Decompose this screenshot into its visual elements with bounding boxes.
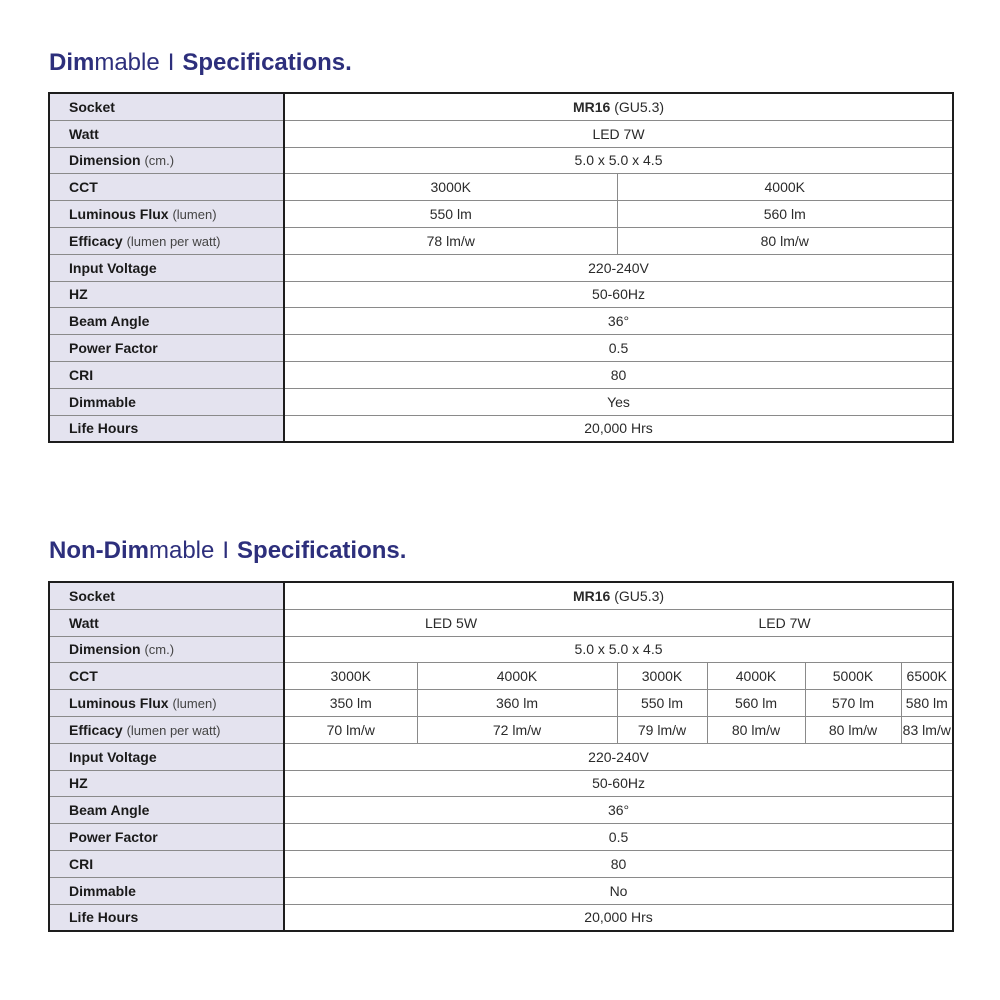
label-dimension: Dimension (cm.) [49,636,284,663]
value-input-voltage: 220-240V [284,743,953,770]
value-dimmable: Yes [284,388,953,415]
row-cct [49,663,953,690]
dimmable-title [49,48,352,78]
value-cct: 3000K [617,663,707,690]
value-watt: LED 7W [284,120,953,147]
row-efficacy [49,716,953,743]
label-dimmable: Dimmable [49,877,284,904]
row-cri [49,361,953,388]
value-cct: 3000K [284,174,617,201]
value-socket: MR16 (GU5.3) [284,582,953,609]
label-watt: Watt [49,609,284,636]
value-efficacy: 80 lm/w [805,716,901,743]
value-dimension: 5.0 x 5.0 x 4.5 [284,636,953,663]
value-dimension: 5.0 x 5.0 x 4.5 [284,147,953,174]
row-input-voltage [49,743,953,770]
value-efficacy: 78 lm/w [284,227,617,254]
row-power-factor [49,824,953,851]
row-beam-angle [49,797,953,824]
title-separator: I [167,49,175,76]
label-dimension: Dimension (cm.) [49,147,284,174]
row-hz [49,281,953,308]
row-dimension [49,147,953,174]
row-luminous-flux [49,690,953,717]
value-luminous-flux: 570 lm [805,690,901,717]
value-cri: 80 [284,361,953,388]
label-socket: Socket [49,93,284,120]
label-hz: HZ [49,770,284,797]
value-luminous-flux: 550 lm [617,690,707,717]
title-spec: Specifications. [182,49,352,76]
label-socket: Socket [49,582,284,609]
value-cct: 6500K [901,663,953,690]
row-hz [49,770,953,797]
value-cct: 4000K [417,663,617,690]
value-power-factor: 0.5 [284,824,953,851]
value-hz: 50-60Hz [284,281,953,308]
value-cct: 4000K [707,663,805,690]
row-socket [49,582,953,609]
label-cct: CCT [49,663,284,690]
label-life-hours: Life Hours [49,904,284,931]
row-dimmable [49,388,953,415]
value-cct: 3000K [284,663,417,690]
row-socket [49,93,953,120]
label-hz: HZ [49,281,284,308]
value-dimmable: No [284,877,953,904]
non-dimmable-spec-table [48,581,954,932]
value-hz: 50-60Hz [284,770,953,797]
non-dimmable-title [49,536,406,566]
title-separator: I [222,537,230,564]
label-cri: CRI [49,361,284,388]
value-efficacy: 72 lm/w [417,716,617,743]
title-rest: mable [148,537,215,564]
value-efficacy: 70 lm/w [284,716,417,743]
value-luminous-flux: 350 lm [284,690,417,717]
label-beam-angle: Beam Angle [49,308,284,335]
title-strong: Non-Dim [49,537,149,564]
title-rest: mable [94,49,160,76]
value-cct: 5000K [805,663,901,690]
value-efficacy: 80 lm/w [617,227,953,254]
value-luminous-flux: 580 lm [901,690,953,717]
label-power-factor: Power Factor [49,335,284,362]
value-luminous-flux: 550 lm [284,201,617,228]
value-cri: 80 [284,850,953,877]
title-spec: Specifications. [237,537,407,564]
value-efficacy: 83 lm/w [901,716,953,743]
row-dimension [49,636,953,663]
label-life-hours: Life Hours [49,415,284,442]
label-power-factor: Power Factor [49,824,284,851]
value-socket: MR16 (GU5.3) [284,93,953,120]
row-efficacy [49,227,953,254]
row-watt [49,609,953,636]
label-input-voltage: Input Voltage [49,254,284,281]
value-life-hours: 20,000 Hrs [584,909,653,926]
title-strong: Dim [49,49,95,76]
value-beam-angle: 36° [284,308,953,335]
row-power-factor [49,335,953,362]
value-power-factor: 0.5 [284,335,953,362]
row-cri [49,850,953,877]
value-luminous-flux: 560 lm [707,690,805,717]
value-life-hours: 20,000 Hrs [584,420,653,437]
label-luminous-flux: Luminous Flux (lumen) [49,690,284,717]
row-dimmable [49,877,953,904]
row-watt [49,120,953,147]
label-input-voltage: Input Voltage [49,743,284,770]
label-beam-angle: Beam Angle [49,797,284,824]
label-luminous-flux: Luminous Flux (lumen) [49,201,284,228]
value-luminous-flux: 560 lm [617,201,953,228]
dimmable-spec-table [48,92,954,443]
value-luminous-flux: 360 lm [417,690,617,717]
row-life-hours [49,904,953,931]
value-watt: LED 7W [617,609,953,636]
value-efficacy: 80 lm/w [707,716,805,743]
value-cct: 4000K [617,174,953,201]
value-beam-angle: 36° [284,797,953,824]
row-life-hours [49,415,953,442]
value-watt: LED 5W [284,609,617,636]
label-dimmable: Dimmable [49,388,284,415]
label-watt: Watt [49,120,284,147]
label-efficacy: Efficacy (lumen per watt) [49,227,284,254]
row-luminous-flux [49,201,953,228]
row-beam-angle [49,308,953,335]
value-efficacy: 79 lm/w [617,716,707,743]
row-input-voltage [49,254,953,281]
value-input-voltage: 220-240V [284,254,953,281]
label-cct: CCT [49,174,284,201]
label-cri: CRI [49,850,284,877]
row-cct [49,174,953,201]
label-efficacy: Efficacy (lumen per watt) [49,716,284,743]
